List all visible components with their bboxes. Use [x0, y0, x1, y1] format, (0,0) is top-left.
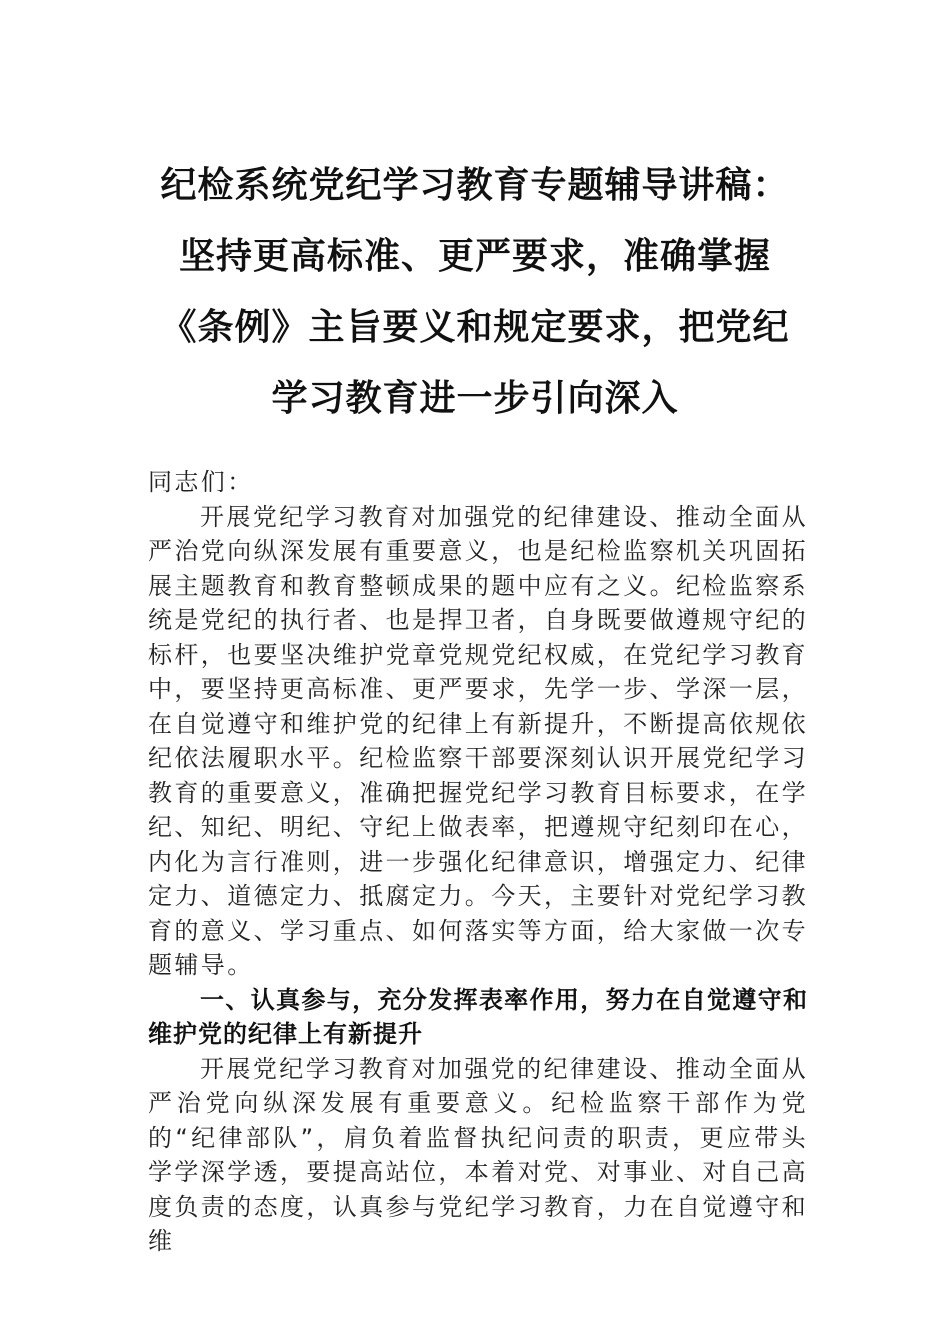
salutation: 同志们：: [148, 468, 254, 496]
section-heading: 一、认真参与，充分发挥表率作用，努力在自觉遵守和维护党的纪律上有新提升: [148, 985, 808, 1048]
document-title: 纪检系统党纪学习教育专题辅导讲稿：坚持更高标准、更严要求，准确掌握《条例》主旨要义和规定要求，把党纪学习教育进一步引向深入: [160, 164, 790, 419]
document-body: [148, 465, 808, 1259]
body-paragraph: 开展党纪学习教育对加强党的纪律建设、推动全面从严治党向纵深发展有重要意义，也是纪检监察机关巩固拓展主题教育和教育整顿成果的题中应有之义。纪检监察系统是党纪的执行者、也是捍卫者，自身既要做遵规守纪的标杆，也要坚决维护党章党规党纪权威，在党纪学习教育中，要坚持更高标准、更严要求，先学一步、学深一层，在自觉遵守和维护党的纪律上有新提升，不断提高依规依纪依法履职水平。纪检监察干部要深刻认识开展党纪学习教育的重要意义，准确把握党纪学习教育目标要求，在学纪、知纪、明纪、守纪上做表率，把遵规守纪刻印在心，内化为言行准则，进一步强化纪律意识，增强定力、纪律定力、道德定力、抵腐定力。今天，主要针对党纪学习教育的意义、学习重点、如何落实等方面，给大家做一次专题辅导。: [148, 502, 808, 979]
body-paragraph: 开展党纪学习教育对加强党的纪律建设、推动全面从严治党向纵深发展有重要意义。纪检监察干部作为党的“纪律部队”，肩负着监督执纪问责的职责，更应带头学学深学透，要提高站位，本着对党、对事业、对自己高度负责的态度，认真参与党纪学习教育，力在自觉遵守和维: [148, 1054, 808, 1255]
